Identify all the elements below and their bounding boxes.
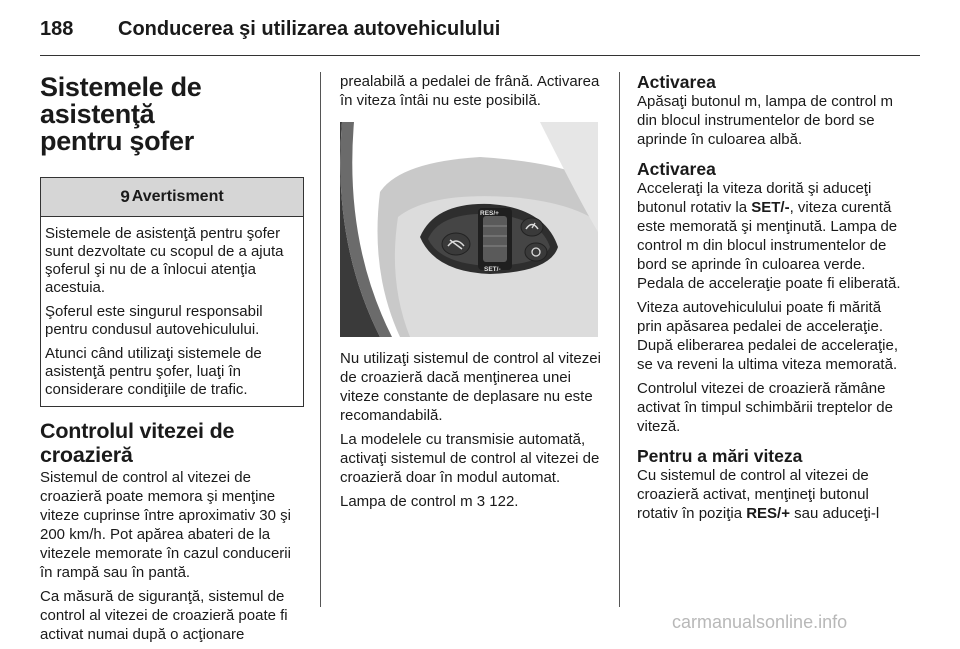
cruise-control-heading: Controlul vitezei de croazieră [40,419,235,467]
column-divider-2 [619,72,620,607]
set-button-label: SET/- [751,199,790,216]
note-paragraph-1: Nu utilizaţi sistemul de control al vitezei de croazieră dacă menţinerea unei viteze constante de deplasare nu este recomandabilă. [340,350,601,424]
section-heading-line2: pentru şofer [40,126,194,156]
warning-body [41,217,303,406]
activation-paragraph-2-a: Acceleraţi la viteza dorită şi aduceţi butonul rotativ la [637,180,872,216]
warning-title: Avertisment [131,188,224,205]
steering-wheel-svg [340,122,598,337]
column-2 [340,72,602,516]
gear-change-paragraph: Controlul vitezei de croazieră rămâne activat în timpul schimbării treptelor de viteză. [637,380,893,435]
set-label: SET/- [484,266,501,273]
warning-header [41,178,303,217]
steering-wheel-illustration [340,122,598,337]
page-number: 188 [40,18,74,40]
section-heading-line1: Sistemele de asistenţă [40,72,202,129]
warning-paragraph-2: Şoferul este singurul responsabil pentru condusul autovehiculului. [45,303,263,338]
column-1 [40,72,304,649]
page-reference-link[interactable]: 3 122. [476,493,519,510]
cruise-paragraph-1: Sistemul de control al vitezei de croazieră poate memora şi menţine viteze cuprinse între aproximativ 30 şi 200 km/h. Pot apărea abateri de la vitezele memorate în cazul conducerii în rampă sau în pantă. [40,469,291,581]
warning-box [40,177,304,407]
increase-speed-paragraph [637,466,903,523]
control-lamp-text: Lampa de control [340,493,456,510]
res-label: RES/+ [480,210,499,217]
warning-paragraph-3: Atunci când utilizaţi sistemele de asistenţă pentru şofer, luaţi în considerare condiţiile de trafic. [45,345,262,398]
activation-heading-2: Activarea [637,159,716,179]
control-lamp-reference [340,492,602,511]
warning-icon: 9 [120,187,130,206]
cruise-paragraph-2: Ca măsură de siguranţă, sistemul de control al vitezei de croazieră poate fi activat numai după o acţionare [40,588,288,643]
page-header [40,12,920,52]
activation-paragraph-2-b: , viteza curentă este memorată şi menţinută. Lampa de control m din blocul instrumentelor de bord se aprinde în culoarea verde. Pedala de acceleraţie poate fi eliberată. [637,199,901,292]
speed-increase-paragraph: Viteza autovehiculului poate fi mărită prin apăsarea pedalei de acceleraţie. După eliberarea pedalei de acceleraţie, se va reveni la ultima viteza memorată. [637,299,899,373]
running-title: Conducerea şi utilizarea autovehiculului [118,18,501,40]
cruise-lamp-icon: m [460,493,473,510]
activation-paragraph-2 [637,179,903,293]
activation-heading-1: Activarea [637,72,716,92]
increase-speed-heading: Pentru a mări viteza [637,446,803,466]
column-3 [637,72,903,528]
header-rule [40,55,920,56]
increase-speed-paragraph-a: Cu sistemul de control al vitezei de croazieră activat, menţineţi butonul rotativ în poziţia [637,467,869,522]
increase-speed-paragraph-b: sau aduceţi-l [790,505,880,522]
section-heading [40,74,304,155]
continued-paragraph: prealabilă a pedalei de frână. Activarea în viteza întâi nu este posibilă. [340,73,600,109]
note-paragraph-2: La modelele cu transmisie automată, activaţi sistemul de control al vitezei de croazieră doar în modul automat. [340,431,600,486]
warning-paragraph-1: Sistemele de asistenţă pentru şofer sunt dezvoltate cu scopul de a ajuta şoferul şi nu de a înlocui atenţia acestuia. [45,225,284,296]
res-button-label: RES/+ [746,505,790,522]
column-divider-1 [320,72,321,607]
watermark: carmanualsonline.info [672,612,848,632]
activation-paragraph-1: Apăsaţi butonul m, lampa de control m din blocul instrumentelor de bord se aprinde în culoarea albă. [637,93,893,148]
